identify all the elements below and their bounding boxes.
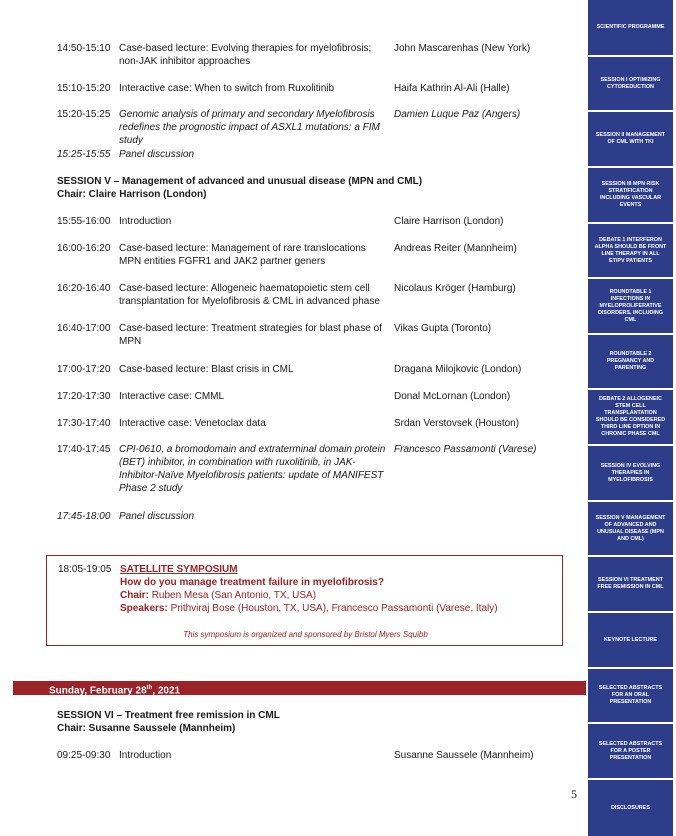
nav-session-i[interactable]: SESSION I OPTIMIZING CYTOREDUCTION xyxy=(588,57,673,110)
nav-scientific-programme[interactable]: SCIENTIFIC PROGRAMME xyxy=(588,0,673,55)
row-speaker: Claire Harrison (London) xyxy=(394,216,504,227)
page-number: 5 xyxy=(571,787,577,801)
row-time: 16:40-17:00 xyxy=(57,323,111,334)
satellite-speakers-label: Speakers: xyxy=(120,603,168,614)
row-title: Introduction xyxy=(119,216,172,227)
row-time: 16:20-16:40 xyxy=(57,283,111,294)
row-title: Case-based lecture: Allogeneic haematopoietic stem cell transplantation for Myelofibrosis & CML in advanced phase xyxy=(119,283,380,307)
row-time: 17:20-17:30 xyxy=(57,391,111,402)
day-suffix-sup: th xyxy=(146,685,153,691)
row-speaker: Vikas Gupta (Toronto) xyxy=(394,323,492,334)
satellite-chair-label: Chair: xyxy=(120,590,149,601)
nav-keynote-lecture[interactable]: KEYNOTE LECTURE xyxy=(588,613,673,667)
nav-debate-2[interactable]: DEBATE 2 ALLOGENEIC STEM CELL TRANSPLANTATION SHOULD BE CONSIDERED THIRD LINE OPTION IN CHRONIC PHASE CML xyxy=(588,390,673,444)
row-title: CPI-0610, a bromodomain and extraterminal domain protein (BET) inhibitor, in combination with ruxolitinib, in JAK-Inhibitor-Naïve Myelofibrosis patients: update of MANIFEST Phase 2 study xyxy=(119,444,386,494)
row-title: Genomic analysis of primary and secondary Myelofibrosis redefines the prognostic impact of ASXL1 mutations: a FIM study xyxy=(119,109,380,146)
nav-oral-abstracts[interactable]: SELECTED ABSTRACTS FOR AN ORAL PRESENTATION xyxy=(588,669,673,722)
day-heading-bar xyxy=(13,681,586,695)
sidebar-navigation xyxy=(588,0,673,836)
row-time: 17:40-17:45 xyxy=(57,444,111,455)
row-time: 15:25-15:55 xyxy=(57,149,111,160)
row-time: 15:20-15:25 xyxy=(57,109,111,120)
row-speaker: Haifa Kathrin Al-Ali (Halle) xyxy=(394,83,510,94)
row-title: Interactive case: Venetoclax data xyxy=(119,418,266,429)
nav-session-vi[interactable]: SESSION VI TREATMENT FREE REMISSION IN CML xyxy=(588,557,673,611)
satellite-speakers-names: Prithviraj Bose (Houston, TX, USA), Francesco Passamonti (Varese, Italy) xyxy=(170,603,498,614)
row-speaker: Dragana Milojkovic (London) xyxy=(394,364,522,375)
nav-poster-abstracts[interactable]: SELECTED ABSTRACTS FOR A POSTER PRESENTATION xyxy=(588,724,673,778)
day-prefix: Sunday, February 28 xyxy=(49,685,147,697)
nav-disclosures[interactable]: DISCLOSURES xyxy=(588,780,673,836)
satellite-chair-name: Ruben Mesa (San Antonio, TX, USA) xyxy=(151,590,317,601)
row-time: 16:00-16:20 xyxy=(57,243,111,254)
row-speaker: Srdan Verstovsek (Houston) xyxy=(394,418,520,429)
session-heading: SESSION VI – Treatment free remission in CML xyxy=(57,710,280,721)
nav-session-v[interactable]: SESSION V MANAGEMENT OF ADVANCED AND UNUSUAL DISEASE (MPN AND CML) xyxy=(588,502,673,555)
nav-session-ii[interactable]: SESSION II MANAGEMENT OF CML WITH TKI xyxy=(588,112,673,166)
row-time: 15:55-16:00 xyxy=(57,216,111,227)
row-time: 17:30-17:40 xyxy=(57,418,111,429)
nav-session-iv[interactable]: SESSION IV EVOLVING THERAPIES IN MYELOFIBROSIS xyxy=(588,446,673,500)
satellite-chair xyxy=(120,590,316,601)
row-speaker: Nicolaus Kröger (Hamburg) xyxy=(394,283,516,294)
row-speaker: Andreas Reiter (Mannheim) xyxy=(394,243,517,254)
row-speaker: Damien Luque Paz (Angers) xyxy=(394,109,521,120)
row-title: Case-based lecture: Evolving therapies for myelofibrosis; non-JAK inhibitor approaches xyxy=(119,43,372,67)
row-speaker: Francesco Passamonti (Varese) xyxy=(394,444,537,455)
nav-session-iii[interactable]: SESSION III MPN RISK STRATIFICATION INCLUDING VASCULAR EVENTS xyxy=(588,168,673,222)
row-speaker: Susanne Saussele (Mannheim) xyxy=(394,750,534,761)
satellite-question: How do you manage treatment failure in myelofibrosis? xyxy=(120,577,384,588)
satellite-title: SATELLITE SYMPOSIUM xyxy=(120,564,238,575)
satellite-symposium-box xyxy=(46,555,563,646)
row-title: Case-based lecture: Blast crisis in CML xyxy=(119,364,294,375)
row-time: 09:25-09:30 xyxy=(57,750,111,761)
row-title: Case-based lecture: Management of rare translocations MPN entities FGFR1 and JAK2 partner geners xyxy=(119,243,366,267)
row-title: Introduction xyxy=(119,750,172,761)
row-title: Interactive case: When to switch from Ruxolitinib xyxy=(119,83,335,94)
row-title: Panel discussion xyxy=(119,511,195,522)
session-heading: SESSION V – Management of advanced and unusual disease (MPN and CML) xyxy=(57,176,423,187)
row-speaker: John Mascarenhas (New York) xyxy=(394,43,531,54)
row-title: Case-based lecture: Treatment strategies for blast phase of MPN xyxy=(119,323,382,347)
row-title: Panel discussion xyxy=(119,149,195,160)
nav-debate-1[interactable]: DEBATE 1 INTERFERON ALPHA SHOULD BE FRONT LINE THERAPY IN ALL ET/PV PATIENTS xyxy=(588,224,673,277)
satellite-sponsor-note: This symposium is organized and sponsored by Bristol Myers Squibb xyxy=(183,630,428,639)
row-time: 15:10-15:20 xyxy=(57,83,111,94)
row-title: Interactive case: CMML xyxy=(119,391,225,402)
row-time: 14:50-15:10 xyxy=(57,43,111,54)
satellite-speakers xyxy=(120,603,498,614)
row-speaker: Donal McLornan (London) xyxy=(394,391,511,402)
day-year: , 2021 xyxy=(152,685,181,697)
row-time: 17:00-17:20 xyxy=(57,364,111,375)
session-chair: Chair: Susanne Saussele (Mannheim) xyxy=(57,723,236,734)
session-chair: Chair: Claire Harrison (London) xyxy=(57,189,207,200)
nav-roundtable-1[interactable]: ROUNDTABLE 1 INFECTIONS IN MYELOPROLIFERATIVE DISORDERS, INCLUDING CML xyxy=(588,279,673,333)
nav-roundtable-2[interactable]: ROUNDTABLE 2 PREGNANCY AND PARENTING xyxy=(588,335,673,388)
row-time: 17:45-18:00 xyxy=(57,511,111,522)
day-heading xyxy=(49,681,180,698)
satellite-time: 18:05-19:05 xyxy=(58,564,112,575)
